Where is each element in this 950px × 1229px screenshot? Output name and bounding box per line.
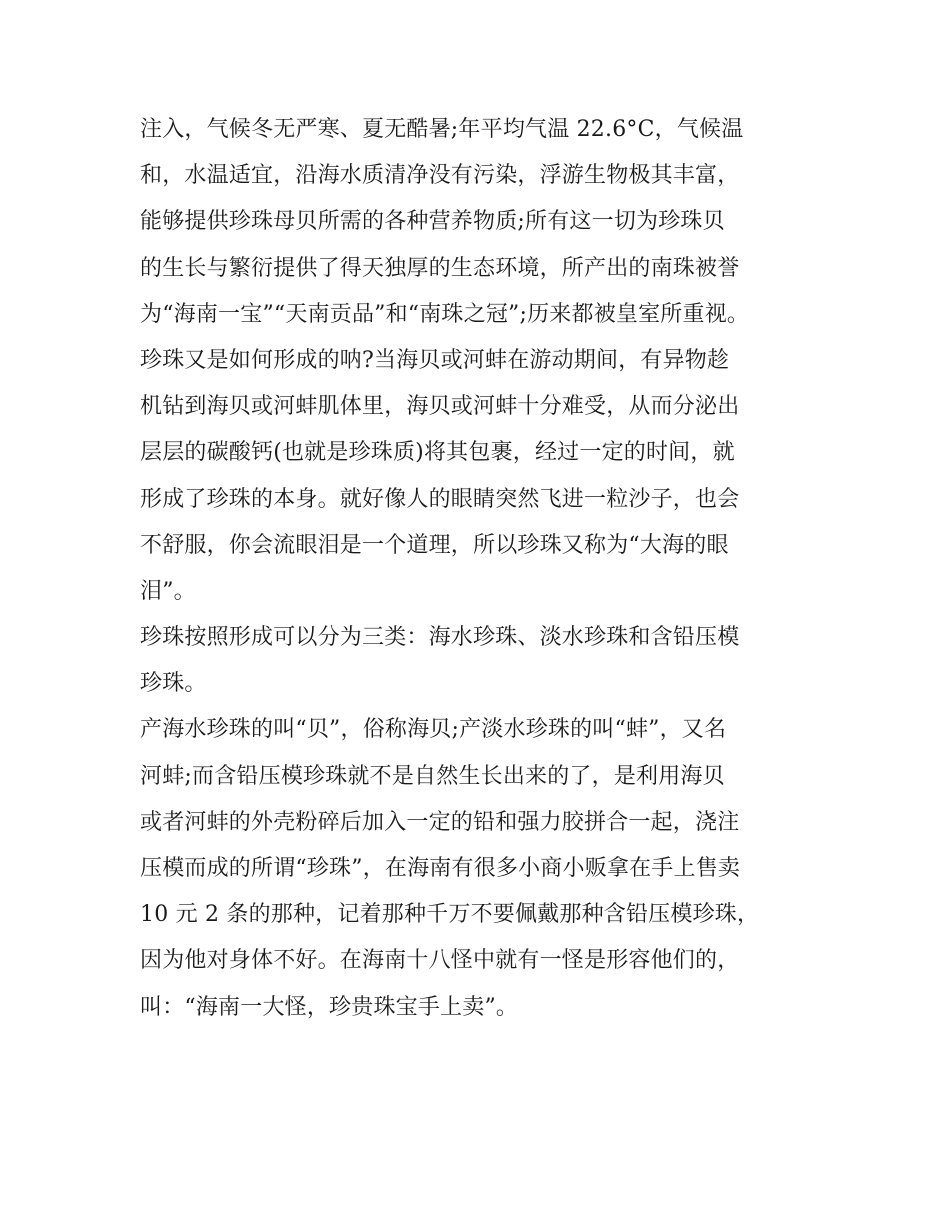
text-line: 10 元 2 条的那种，记着那种千万不要佩戴那种含铅压模珍珠，	[140, 902, 760, 928]
text-line: 珍珠。	[140, 671, 207, 697]
text-line: 注入，气候冬无严寒、夏无酷暑;年平均气温 22.6°C，气候温	[140, 117, 744, 142]
paragraph-formation	[140, 338, 812, 615]
text-line: 机钻到海贝或河蚌肌体里，海贝或河蚌十分难受，从而分泌出	[140, 394, 740, 420]
paragraph-types	[140, 707, 812, 1030]
text-line: 形成了珍珠的本身。就好像人的眼睛突然飞进一粒沙子，也会	[140, 486, 740, 512]
text-line: 河蚌;而含铅压模珍珠就不是自然生长出来的了，是利用海贝	[140, 763, 725, 789]
text-line: 不舒服，你会流眼泪是一个道理，所以珍珠又称为“大海的眼	[140, 532, 729, 558]
text-line: 叫：“海南一大怪，珍贵珠宝手上卖”。	[140, 994, 519, 1020]
text-line: 层层的碳酸钙(也就是珍珠质)将其包裹，经过一定的时间，就	[140, 440, 735, 466]
text-line: 和，水温适宜，沿海水质清净没有污染，浮游生物极其丰富，	[140, 163, 740, 189]
text-line: 的生长与繁衍提供了得天独厚的生态环境，所产出的南珠被誉	[140, 255, 740, 281]
paragraph-categories	[140, 615, 812, 707]
text-line: 珍珠按照形成可以分为三类：海水珍珠、淡水珍珠和含铅压模	[140, 625, 740, 651]
text-line: 产海水珍珠的叫“贝”，俗称海贝;产淡水珍珠的叫“蚌”，又名	[140, 717, 727, 743]
paragraph-climate	[140, 107, 812, 338]
text-line: 或者河蚌的外壳粉碎后加入一定的铅和强力胶拼合一起，浇注	[140, 809, 740, 835]
text-line: 泪”。	[140, 578, 196, 604]
document-page	[140, 107, 812, 1031]
text-line: 能够提供珍珠母贝所需的各种营养物质;所有这一切为珍珠贝	[140, 209, 725, 235]
text-line: 为“海南一宝”“天南贡品”和“南珠之冠”;历来都被皇室所重视。	[140, 301, 750, 327]
text-line: 珍珠又是如何形成的呐?当海贝或河蚌在游动期间，有异物趁	[140, 347, 730, 373]
text-line: 压模而成的所谓“珍珠”，在海南有很多小商小贩拿在手上售卖	[140, 856, 741, 881]
text-line: 因为他对身体不好。在海南十八怪中就有一怪是形容他们的，	[140, 948, 740, 974]
